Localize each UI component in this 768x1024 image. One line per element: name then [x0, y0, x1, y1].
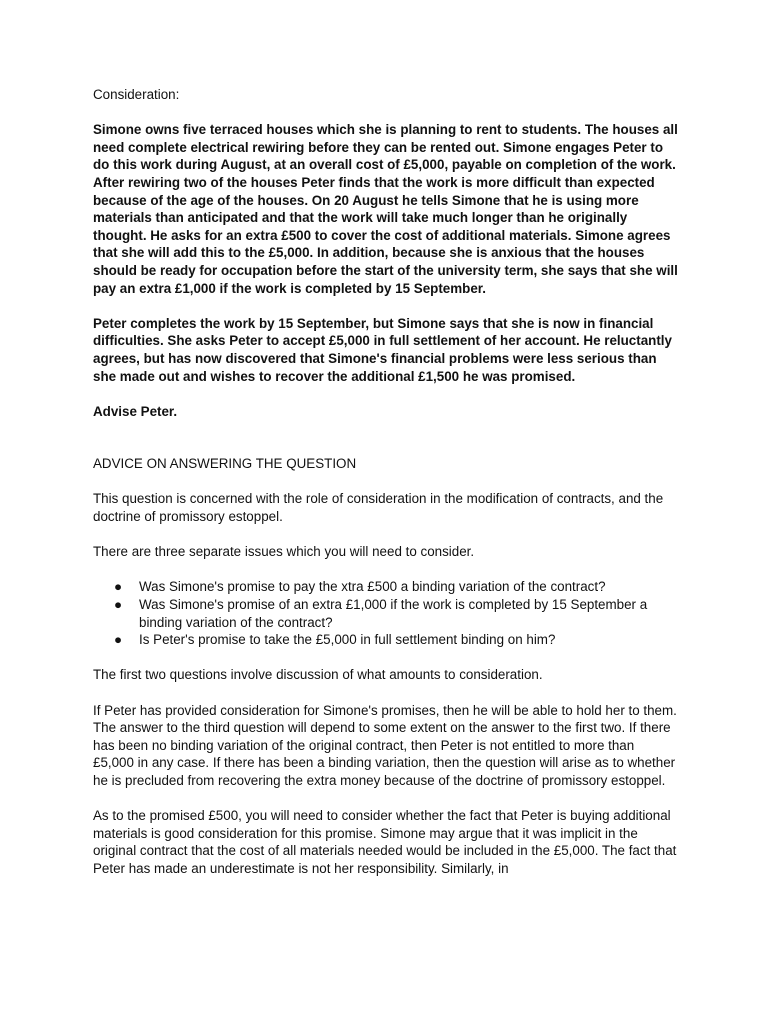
advice-intro: This question is concerned with the role of consideration in the modification of contracts, and the doctrine of promissory estoppel.	[93, 491, 664, 525]
question-instruction: Advise Peter.	[93, 403, 178, 419]
question-facts-paragraph-2: Peter completes the work by 15 September, but Simone says that she is now in financial difficulties. She asks Peter to accept £5,000 in full settlement of her account. He reluctantly agrees, but has now discovered that Simone's financial problems were less serious than she made out and wishes to recover the additional £1,500 he was promised.	[93, 315, 672, 384]
bullet-icon: ●	[114, 597, 123, 613]
list-item	[93, 578, 678, 596]
bullet-icon: ●	[114, 579, 123, 595]
list-item	[93, 596, 678, 631]
issues-list	[93, 578, 678, 648]
advice-section-title: ADVICE ON ANSWERING THE QUESTION	[93, 456, 357, 472]
issue-text: Was Simone's promise to pay the xtra £500 a binding variation of the contract?	[139, 579, 606, 595]
question-facts-paragraph-1: Simone owns five terraced houses which she is planning to rent to students. The houses all need complete electrical rewiring before they can be rented out. Simone engages Peter to do this work during August, at an overall cost of £5,000, payable on completion of the work. After rewiring two of the houses Peter finds that the work is more difficult than expected because of the age of the houses. On 20 August he tells Simone that he is using more materials than anticipated and that the work will take much longer than he originally thought. He asks for an extra £500 to cover the cost of additional materials. Simone agrees that she will add this to the £5,000. In addition, because she is anxious that the houses should be ready for occupation before the start of the university term, she says that she will pay an extra £1,000 if the work is completed by 15 September.	[93, 122, 678, 296]
issue-text: Was Simone's promise of an extra £1,000 if the work is completed by 15 September a binding variation of the contract?	[139, 597, 648, 630]
list-item	[93, 631, 678, 649]
issues-lead: There are three separate issues which you will need to consider.	[93, 544, 475, 560]
advice-paragraph-1: The first two questions involve discussion of what amounts to consideration.	[93, 667, 543, 683]
document-page	[93, 86, 678, 878]
document-heading: Consideration:	[93, 87, 180, 102]
advice-paragraph-3: As to the promised £500, you will need to consider whether the fact that Peter is buying additional materials is good consideration for this promise. Simone may argue that it was implicit in the original contract that the cost of all materials needed would be included in the £5,000. The fact that Peter has made an underestimate is not her responsibility. Similarly, in	[93, 808, 677, 876]
bullet-icon: ●	[114, 632, 123, 648]
issue-text: Is Peter's promise to take the £5,000 in full settlement binding on him?	[139, 632, 556, 648]
advice-paragraph-2: If Peter has provided consideration for Simone's promises, then he will be able to hold her to them. The answer to the third question will depend to some extent on the answer to the first two. If there has been no binding variation of the original contract, then Peter is not entitled to more than £5,000 in any case. If there has been a binding variation, then the question will arise as to whether he is precluded from recovering the extra money because of the doctrine of promissory estoppel.	[93, 702, 677, 788]
